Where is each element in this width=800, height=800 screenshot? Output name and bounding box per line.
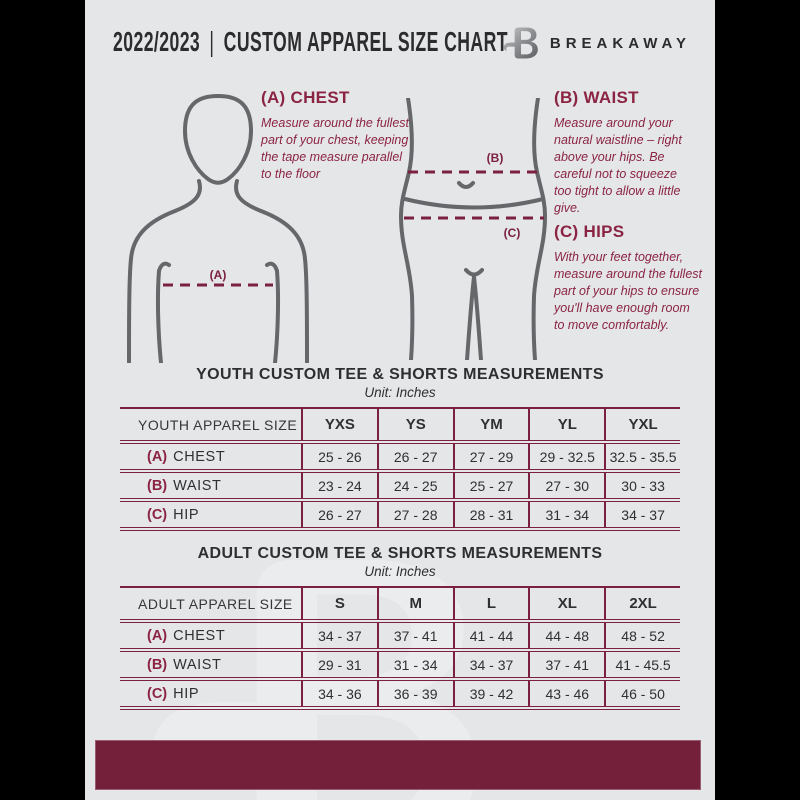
measurement-cell: 27 - 30 <box>528 473 604 498</box>
youth-waist-row <box>120 472 680 499</box>
row-label: (B) WAIST <box>147 477 222 494</box>
row-label: (C) HIP <box>147 506 200 523</box>
size-header-2xl: 2XL <box>604 588 680 619</box>
size-chart-page <box>85 0 715 800</box>
brand-name: BREAKAWAY <box>549 34 691 52</box>
adult-table-header-row <box>120 588 680 620</box>
measurement-cell: 31 - 34 <box>528 502 604 527</box>
measurement-cell: 41 - 44 <box>453 623 529 648</box>
adult-hip-row <box>120 680 680 707</box>
row-label: (A) CHEST <box>147 627 226 644</box>
measurement-cell: 30 - 33 <box>604 473 680 498</box>
measuring-guide-section <box>85 86 715 366</box>
chart-title: CUSTOM APPAREL SIZE CHART <box>223 27 508 58</box>
adult-size-column-header: ADULT APPAREL SIZE <box>138 595 293 612</box>
measurement-cell: 37 - 41 <box>528 652 604 677</box>
measurement-cell: 27 - 29 <box>453 444 529 469</box>
size-header-l: L <box>453 588 529 619</box>
row-label: (A) CHEST <box>147 448 226 465</box>
size-header-m: M <box>377 588 453 619</box>
measurement-cell: 26 - 27 <box>301 502 377 527</box>
row-key: (A) <box>147 448 168 465</box>
row-key: (B) <box>147 656 168 673</box>
brand-lockup <box>501 24 691 62</box>
measurement-cell: 39 - 42 <box>453 681 529 706</box>
measurement-cell: 37 - 41 <box>377 623 453 648</box>
adult-table-title: ADULT CUSTOM TEE & SHORTS MEASUREMENTS <box>197 545 603 562</box>
measurement-cell: 29 - 32.5 <box>528 444 604 469</box>
hips-description: With your feet together, measure around the fullest part of your hips to ensure you'll have enough room to move comfortably. <box>554 250 703 332</box>
row-label: (C) HIP <box>147 685 200 702</box>
youth-table-unit: Unit: Inches <box>364 385 436 400</box>
youth-chest-row <box>120 443 680 470</box>
row-key: (A) <box>147 627 168 644</box>
size-header-yxs: YXS <box>301 409 377 440</box>
hips-guide-block <box>554 222 702 334</box>
row-key: (C) <box>147 685 168 702</box>
chest-line-label: (A) <box>209 268 227 282</box>
hip-line-label: (C) <box>503 226 521 240</box>
measurement-cell: 34 - 37 <box>604 502 680 527</box>
measurement-cell: 43 - 46 <box>528 681 604 706</box>
measurement-cell: 36 - 39 <box>377 681 453 706</box>
adult-table-unit: Unit: Inches <box>364 564 436 579</box>
measurement-cell: 34 - 37 <box>301 623 377 648</box>
waist-description: Measure around your natural waistline – right above your hips. Be careful not to squeeze too tight to allow a little give. <box>554 116 682 215</box>
page-title <box>113 27 508 58</box>
adult-chest-row <box>120 622 680 649</box>
hips-heading: (C) HIPS <box>554 222 625 241</box>
measurement-cell: 34 - 37 <box>453 652 529 677</box>
measurement-cell: 32.5 - 35.5 <box>604 444 680 469</box>
measurement-cell: 31 - 34 <box>377 652 453 677</box>
measurement-cell: 25 - 27 <box>453 473 529 498</box>
adult-size-table <box>120 586 680 710</box>
lower-body-figure <box>398 98 548 360</box>
row-key: (B) <box>147 477 168 494</box>
size-header-s: S <box>301 588 377 619</box>
measurement-cell: 26 - 27 <box>377 444 453 469</box>
chest-description: Measure around the fullest part of your chest, keeping the tape measure parallel to the floor <box>261 116 410 181</box>
adult-table-section <box>85 545 715 710</box>
youth-hip-row <box>120 501 680 528</box>
measurement-cell: 29 - 31 <box>301 652 377 677</box>
measurement-cell: 27 - 28 <box>377 502 453 527</box>
chest-guide-block <box>261 88 413 183</box>
measurement-cell: 24 - 25 <box>377 473 453 498</box>
page-header <box>113 20 691 66</box>
youth-size-table <box>120 407 680 531</box>
footer-accent-bar <box>95 740 701 790</box>
measurement-cell: 46 - 50 <box>604 681 680 706</box>
youth-table-section <box>85 366 715 531</box>
size-header-ys: YS <box>377 409 453 440</box>
size-header-yl: YL <box>528 409 604 440</box>
title-separator: | <box>209 27 215 58</box>
row-key: (C) <box>147 506 168 523</box>
size-header-ym: YM <box>453 409 529 440</box>
masthead <box>113 27 508 58</box>
youth-size-column-header: YOUTH APPAREL SIZE <box>138 416 298 433</box>
season-year: 2022/2023 <box>113 27 201 58</box>
measurement-cell: 48 - 52 <box>604 623 680 648</box>
youth-table-header-row <box>120 409 680 441</box>
waist-line-label: (B) <box>486 151 504 165</box>
measurement-cell: 23 - 24 <box>301 473 377 498</box>
size-header-yxl: YXL <box>604 409 680 440</box>
row-label: (B) WAIST <box>147 656 222 673</box>
chest-heading: (A) CHEST <box>261 88 350 107</box>
measurement-cell: 34 - 36 <box>301 681 377 706</box>
measurement-cell: 44 - 48 <box>528 623 604 648</box>
size-header-xl: XL <box>528 588 604 619</box>
measurement-cell: 41 - 45.5 <box>604 652 680 677</box>
measurement-cell: 28 - 31 <box>453 502 529 527</box>
measurement-cell: 25 - 26 <box>301 444 377 469</box>
waist-heading: (B) WAIST <box>554 88 639 107</box>
adult-waist-row <box>120 651 680 678</box>
waist-guide-block <box>554 88 694 217</box>
youth-table-title: YOUTH CUSTOM TEE & SHORTS MEASUREMENTS <box>196 366 604 383</box>
